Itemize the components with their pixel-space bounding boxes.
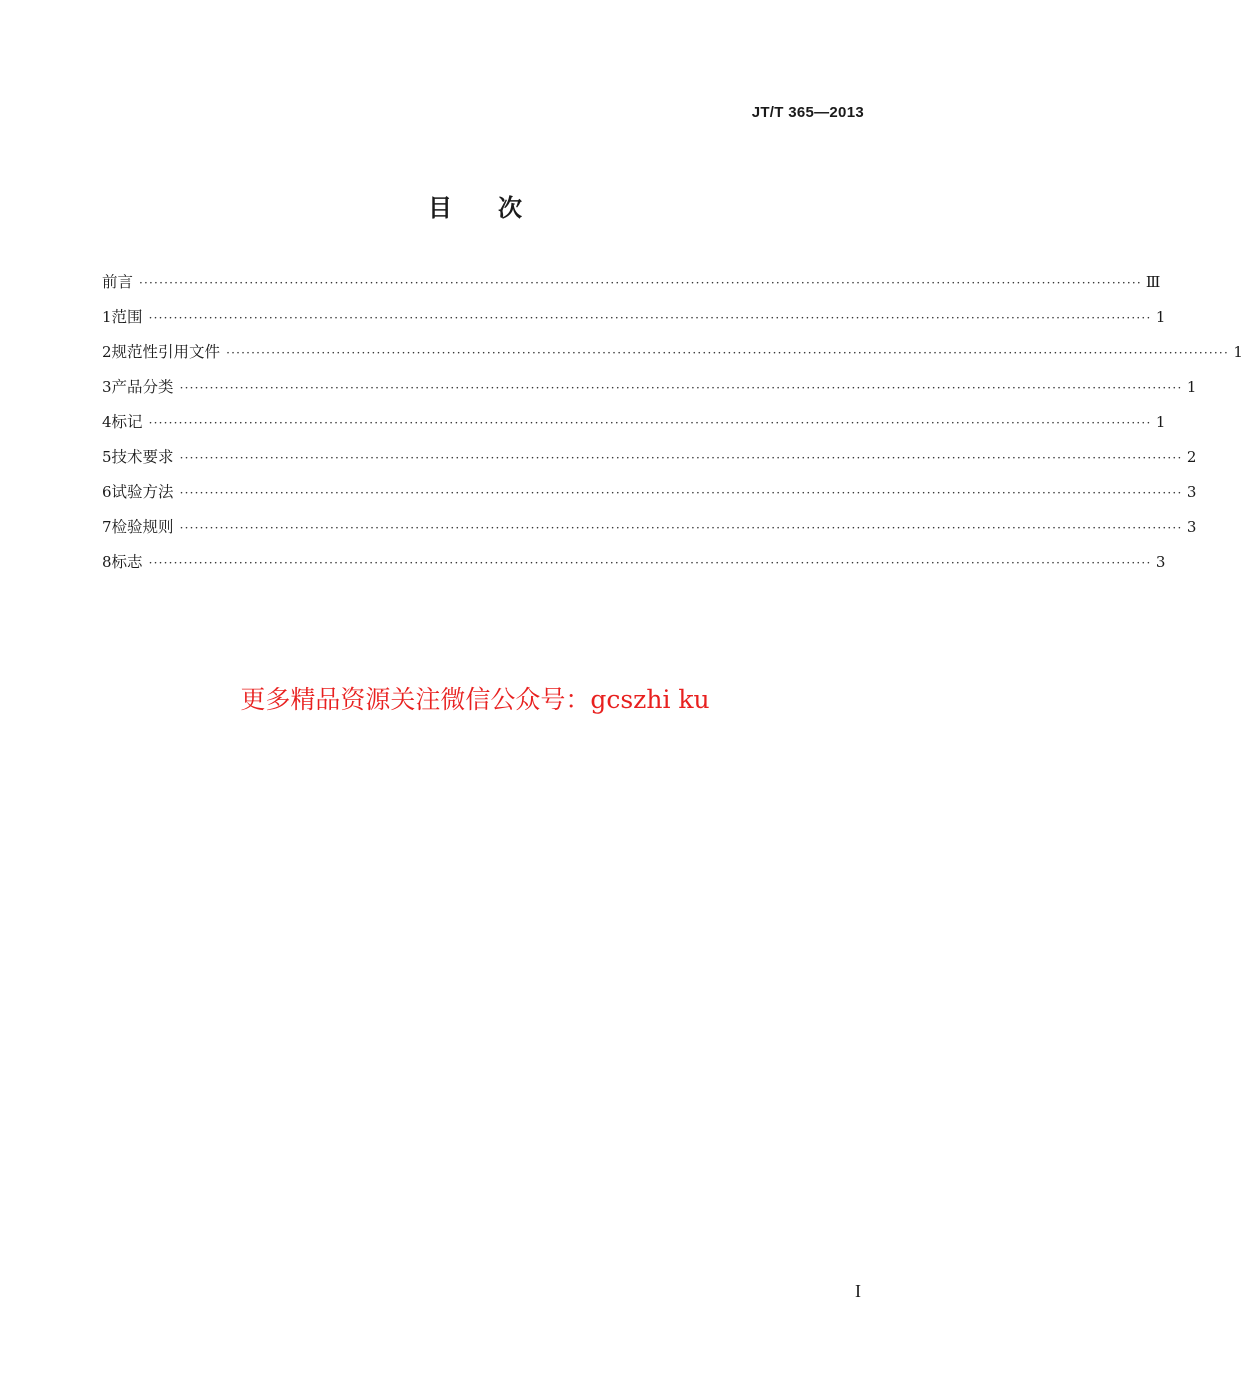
toc-section-number: 7 bbox=[102, 518, 112, 536]
toc-label: 标志 bbox=[111, 553, 143, 571]
toc-label: 检验规则 bbox=[111, 518, 174, 536]
standard-code: JT/T 365—2013 bbox=[751, 104, 864, 121]
toc-entry-foreword[interactable] bbox=[102, 270, 1161, 305]
dot-leader: ········································································································································································································ bbox=[148, 311, 1152, 325]
toc-page-number: 2 bbox=[1186, 448, 1197, 466]
toc-label: 技术要求 bbox=[111, 448, 174, 466]
page-title: 目次 bbox=[428, 194, 568, 222]
table-of-contents bbox=[102, 270, 1243, 585]
toc-entry-6[interactable] bbox=[102, 480, 1197, 515]
toc-section-number: 4 bbox=[102, 413, 112, 431]
toc-section-number: 5 bbox=[102, 448, 112, 466]
toc-page-number: 3 bbox=[1155, 553, 1166, 571]
toc-entry-8[interactable] bbox=[102, 550, 1166, 585]
toc-label: 产品分类 bbox=[111, 378, 174, 396]
toc-page-number: 1 bbox=[1233, 343, 1243, 361]
toc-label: 标记 bbox=[111, 413, 143, 431]
toc-section-number: 8 bbox=[102, 553, 112, 571]
dot-leader: ········································································································································································································ bbox=[179, 381, 1183, 395]
toc-entry-4[interactable] bbox=[102, 410, 1166, 445]
toc-page-number: 3 bbox=[1186, 483, 1197, 501]
toc-page-number: 1 bbox=[1155, 308, 1166, 326]
toc-section-number: 2 bbox=[102, 343, 112, 361]
dot-leader: ········································································································································································································ bbox=[179, 486, 1183, 500]
dot-leader: ········································································································································································································ bbox=[226, 346, 1229, 360]
toc-entry-7[interactable] bbox=[102, 515, 1197, 550]
toc-label: 规范性引用文件 bbox=[111, 343, 221, 361]
toc-page-number: Ⅲ bbox=[1145, 273, 1161, 291]
page-number: I bbox=[855, 1281, 861, 1301]
toc-label: 范围 bbox=[111, 308, 143, 326]
toc-entry-3[interactable] bbox=[102, 375, 1197, 410]
dot-leader: ········································································································································································································ bbox=[139, 276, 1142, 290]
toc-entry-5[interactable] bbox=[102, 445, 1197, 480]
toc-label: 前言 bbox=[102, 273, 134, 291]
toc-section-number: 6 bbox=[102, 483, 112, 501]
toc-page-number: 1 bbox=[1186, 378, 1197, 396]
toc-entry-2[interactable] bbox=[102, 340, 1243, 375]
toc-entry-1[interactable] bbox=[102, 305, 1166, 340]
toc-section-number: 1 bbox=[102, 308, 112, 326]
dot-leader: ········································································································································································································ bbox=[148, 416, 1152, 430]
promo-watermark: 更多精品资源关注微信公众号：gcszhi ku bbox=[240, 685, 710, 714]
toc-label: 试验方法 bbox=[111, 483, 174, 501]
toc-section-number: 3 bbox=[102, 378, 112, 396]
dot-leader: ········································································································································································································ bbox=[179, 521, 1183, 535]
toc-page-number: 1 bbox=[1155, 413, 1166, 431]
toc-page-number: 3 bbox=[1186, 518, 1197, 536]
dot-leader: ········································································································································································································ bbox=[148, 556, 1152, 570]
dot-leader: ········································································································································································································ bbox=[179, 451, 1183, 465]
